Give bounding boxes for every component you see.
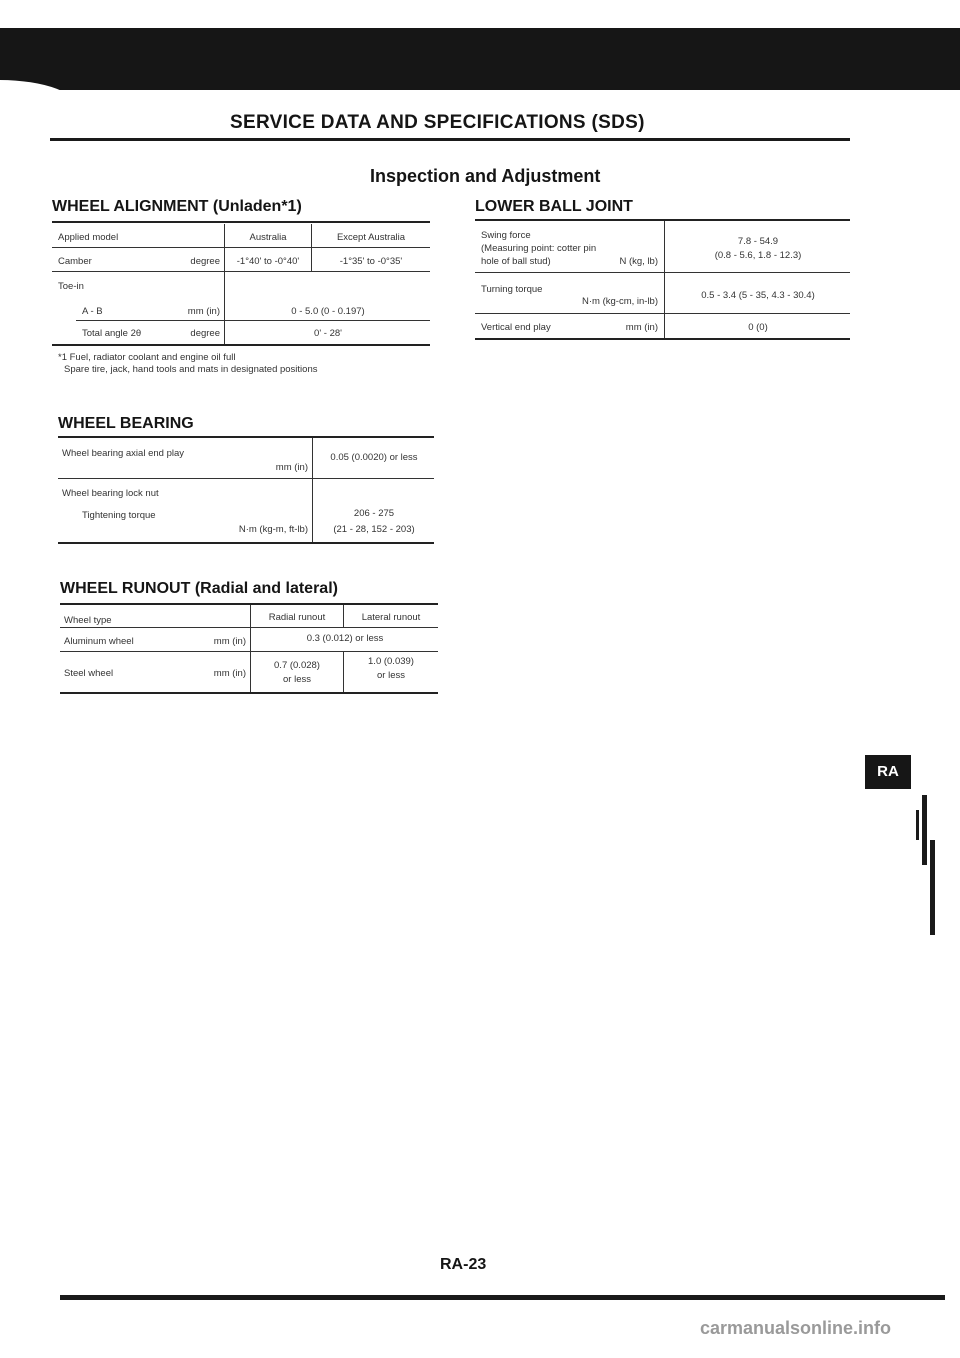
turning-torque-value: 0.5 - 3.4 (5 - 35, 4.3 - 30.4) [701, 290, 815, 301]
edge-mark [930, 840, 935, 935]
steel-wheel-label: Steel wheel [64, 668, 114, 679]
column-divider [250, 605, 251, 692]
column-divider [312, 438, 313, 542]
tightening-torque-label: Tightening torque [82, 510, 156, 521]
tightening-torque-value: 206 - 275 [353, 508, 395, 519]
edge-mark [916, 810, 919, 840]
steel-wheel-unit: mm (in) [213, 668, 246, 679]
column-divider [664, 221, 665, 338]
lower-ball-joint-title: LOWER BALL JOINT [475, 198, 633, 215]
vertical-end-play-value: 0 (0) [748, 322, 768, 333]
wheel-bearing-top-rule [58, 436, 434, 438]
col-wheel-type: Wheel type [64, 615, 112, 626]
lower-ball-joint-top-rule [475, 219, 850, 221]
vertical-end-play-unit: mm (in) [625, 322, 658, 333]
wheel-alignment-note-2: Spare tire, jack, hand tools and mats in designated positions [64, 364, 318, 375]
page-title: SERVICE DATA AND SPECIFICATIONS (SDS) [230, 112, 645, 133]
watermark: carmanualsonline.info [700, 1318, 892, 1338]
title-rule [50, 138, 850, 141]
vertical-end-play-label: Vertical end play [481, 322, 551, 333]
row-divider [60, 627, 438, 628]
wheel-alignment-bottom-rule [52, 344, 430, 346]
swing-force-value-alt: (0.8 - 5.6, 1.8 - 12.3) [714, 250, 802, 261]
header-band [0, 28, 960, 90]
wheel-bearing-bottom-rule [58, 542, 434, 544]
swing-force-label: Swing force [481, 230, 531, 241]
lower-ball-joint-bottom-rule [475, 338, 850, 340]
swing-force-measuring-point: (Measuring point: cotter pin [481, 243, 597, 254]
toe-ab-value: 0 - 5.0 (0 - 0.197) [291, 306, 365, 317]
axial-end-play-unit: mm (in) [275, 462, 308, 473]
col-australia: Australia [249, 232, 287, 243]
steel-wheel-lateral-suffix: or less [377, 670, 405, 681]
camber-australia-value: -1°40' to -0°40' [236, 256, 300, 267]
wheel-runout-top-rule [60, 603, 438, 605]
row-divider [76, 320, 430, 321]
wheel-alignment-title: WHEEL ALIGNMENT (Unladen*1) [52, 198, 302, 215]
steel-wheel-lateral-value: 1.0 (0.039) [368, 656, 414, 667]
total-angle-unit: degree [190, 328, 220, 339]
edge-mark [922, 795, 927, 865]
col-except-australia: Except Australia [336, 232, 406, 243]
row-divider [52, 247, 430, 248]
row-divider [52, 271, 430, 272]
swing-force-ball-stud: hole of ball stud) [481, 256, 551, 267]
toe-ab-unit: mm (in) [187, 306, 220, 317]
toe-ab-label: A - B [82, 306, 103, 317]
row-divider [60, 651, 438, 652]
wheel-alignment-top-rule [52, 221, 430, 223]
lock-nut-label: Wheel bearing lock nut [62, 488, 159, 499]
section-tab-ra: RA [865, 755, 911, 789]
total-angle-label: Total angle 2θ [82, 328, 142, 339]
row-divider [475, 272, 850, 273]
row-divider [58, 478, 434, 479]
camber-except-value: -1°35' to -0°35' [339, 256, 403, 267]
aluminum-wheel-unit: mm (in) [213, 636, 246, 647]
footer-rule [60, 1295, 945, 1300]
turning-torque-unit: N·m (kg-cm, in-lb) [582, 296, 658, 307]
col-lateral-runout: Lateral runout [361, 612, 421, 623]
swing-force-unit: N (kg, lb) [619, 256, 658, 267]
camber-label: Camber [58, 256, 92, 267]
tightening-torque-unit: N·m (kg-m, ft-lb) [238, 524, 308, 535]
toe-in-label: Toe-in [58, 281, 84, 292]
column-divider [343, 651, 344, 692]
turning-torque-label: Turning torque [481, 284, 543, 295]
col-radial-runout: Radial runout [268, 612, 326, 623]
aluminum-wheel-value: 0.3 (0.012) or less [306, 633, 384, 644]
axial-end-play-label: Wheel bearing axial end play [62, 448, 184, 459]
axial-end-play-value: 0.05 (0.0020) or less [330, 452, 418, 463]
row-divider [475, 313, 850, 314]
column-divider [224, 224, 225, 344]
wheel-alignment-note-1: *1 Fuel, radiator coolant and engine oil full [58, 352, 236, 363]
column-divider [311, 224, 312, 271]
wheel-bearing-title: WHEEL BEARING [58, 415, 194, 432]
wheel-runout-title: WHEEL RUNOUT (Radial and lateral) [60, 580, 338, 597]
wheel-runout-bottom-rule [60, 692, 438, 694]
page-number: RA-23 [440, 1256, 487, 1273]
tightening-torque-value-alt: (21 - 28, 152 - 203) [333, 524, 415, 535]
camber-unit: degree [190, 256, 220, 267]
col-applied-model: Applied model [58, 232, 119, 243]
column-divider [343, 605, 344, 627]
aluminum-wheel-label: Aluminum wheel [64, 636, 134, 647]
swing-force-value: 7.8 - 54.9 [737, 236, 779, 247]
total-angle-value: 0' - 28' [314, 328, 342, 339]
steel-wheel-radial-value: 0.7 (0.028) [274, 660, 320, 671]
steel-wheel-radial-suffix: or less [283, 674, 311, 685]
page-subtitle: Inspection and Adjustment [370, 166, 601, 186]
